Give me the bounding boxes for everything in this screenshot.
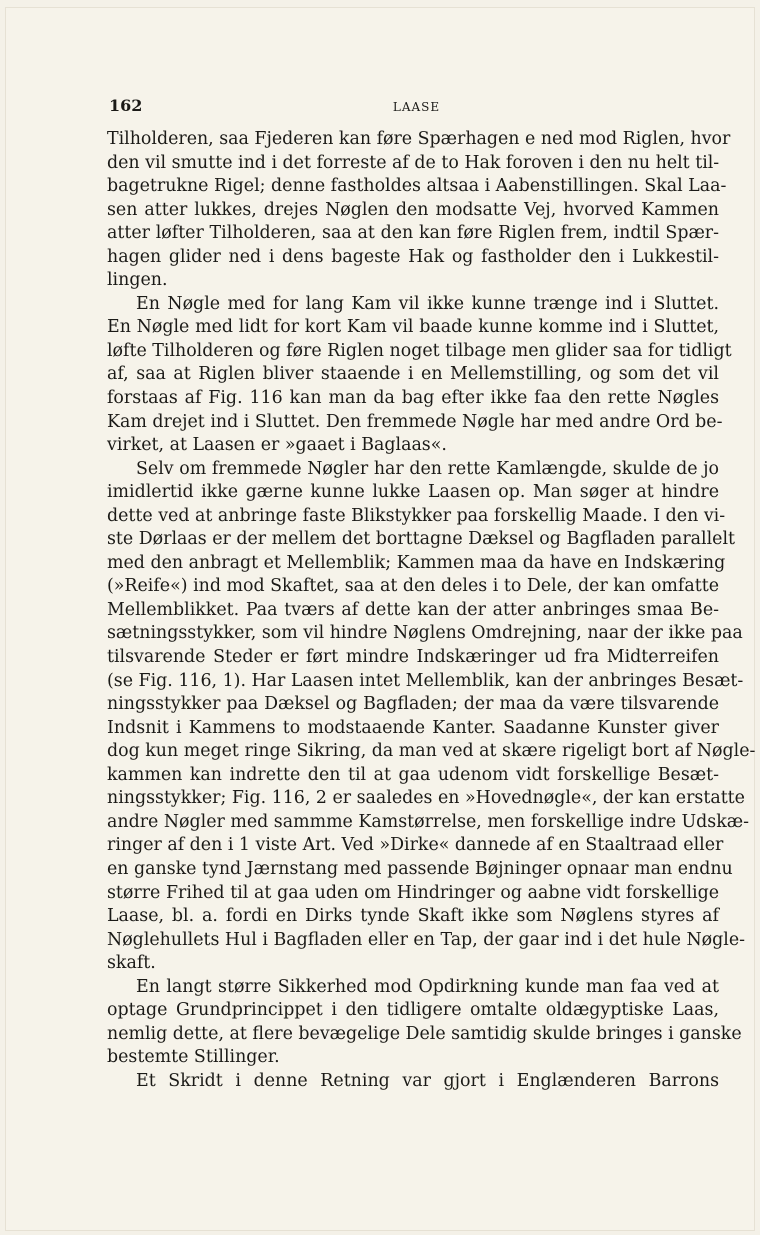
text-line: kammen kan indrette den til at gaa udenom vidt forskellige Besæt- — [107, 764, 719, 785]
text-line: Nøglehullets Hul i Bagfladen eller en Tap, der gaar ind i det hule Nøgle- — [107, 929, 746, 950]
text-line: optage Grundprincippet i den tidligere omtalte oldægyptiske Laas, — [107, 1000, 719, 1021]
text-line: ningsstykker paa Dæksel og Bagfladen; der maa da være tilsvarende — [107, 694, 719, 715]
text-line: Indsnit i Kammens to modstaaende Kanter. Saadanne Kunster giver — [107, 717, 719, 738]
text-line: tilsvarende Steder er ført mindre Indskæringer ud fra Midterreifen — [107, 647, 719, 668]
text-line: sætningsstykker, som vil hindre Nøglens Omdrejning, naar der ikke paa — [107, 623, 743, 644]
text-line: Et Skridt i denne Retning var gjort i Englænderen Barrons — [136, 1070, 719, 1091]
text-line: imidlertid ikke gærne kunne lukke Laasen op. Man søger at hindre — [107, 482, 719, 503]
text-line: en ganske tynd Jærnstang med passende Bøjninger opnaar man endnu — [107, 858, 733, 879]
text-line: større Frihed til at gaa uden om Hindringer og aabne vidt forskellige — [107, 882, 719, 903]
text-line: andre Nøgler med sammme Kamstørrelse, men forskellige indre Udskæ- — [107, 811, 749, 832]
page-header — [109, 96, 724, 118]
text-line: Tilholderen, saa Fjederen kan føre Spærhagen e ned mod Riglen, hvor — [107, 129, 731, 149]
text-line: Kam drejet ind i Sluttet. Den fremmede Nøgle har med andre Ord be- — [107, 411, 723, 432]
text-line: dette ved at anbringe faste Blikstykker paa forskellig Maade. I den vi- — [107, 505, 726, 526]
text-line: (»Reife«) ind mod Skaftet, saa at den deles i to Dele, der kan omfatte — [107, 576, 719, 597]
text-line: den vil smutte ind i det forreste af de to Hak foroven i den nu helt til- — [107, 152, 720, 173]
paragraph — [107, 1070, 719, 1094]
text-line: En Nøgle med for lang Kam vil ikke kunne trænge ind i Sluttet. — [136, 293, 719, 314]
text-line: Laase, bl. a. fordi en Dirks tynde Skaft ikke som Nøglens styres af — [107, 906, 719, 927]
text-line: Mellemblikket. Paa tværs af dette kan der atter anbringes smaa Be- — [107, 599, 719, 620]
text-line: løfte Tilholderen og føre Riglen noget tilbage men glider saa for tidligt — [107, 340, 732, 361]
text-line: dog kun meget ringe Sikring, da man ved at skære rigeligt bort af Nøgle- — [107, 741, 756, 762]
text-line: forstaas af Fig. 116 kan man da bag efter ikke faa den rette Nøgles — [107, 388, 719, 409]
text-line: skaft. — [107, 953, 156, 974]
paragraph — [107, 293, 732, 458]
text-line: bestemte Stillinger. — [107, 1047, 280, 1068]
text-line: med den anbragt et Mellemblik; Kammen maa da have en Indskæring — [107, 552, 726, 573]
text-line: Selv om fremmede Nøgler har den rette Kamlængde, skulde de jo — [136, 458, 719, 479]
text-line: hagen glider ned i dens bageste Hak og fastholder den i Lukkestil- — [107, 246, 719, 267]
body-text — [107, 128, 756, 1093]
text-line: sen atter lukkes, drejes Nøglen den modsatte Vej, hvorved Kammen — [107, 199, 719, 220]
page-number: 162 — [109, 96, 143, 115]
text-line: En Nøgle med lidt for kort Kam vil baade kunne komme ind i Sluttet, — [107, 317, 719, 338]
text-line: lingen. — [107, 270, 168, 291]
text-line: ste Dørlaas er der mellem det borttagne Dæksel og Bagfladen parallelt — [107, 529, 735, 550]
paragraph — [107, 458, 756, 976]
text-line: (se Fig. 116, 1). Har Laasen intet Mellemblik, kan der anbringes Besæt- — [107, 670, 744, 691]
text-line: ningsstykker; Fig. 116, 2 er saaledes en »Hovednøgle«, der kan erstatte — [107, 788, 745, 809]
text-line: ringer af den i 1 viste Art. Ved »Dirke« dannede af en Staaltraad eller — [107, 835, 724, 856]
text-line: En langt større Sikkerhed mod Opdirkning kunde man faa ved at — [136, 976, 719, 997]
running-head: LAASE — [392, 100, 441, 114]
text-line: nemlig dette, at flere bevægelige Dele samtidig skulde bringes i ganske — [107, 1023, 742, 1044]
text-line: atter løfter Tilholderen, saa at den kan føre Riglen frem, indtil Spær- — [107, 223, 719, 244]
text-line: virket, at Laasen er »gaaet i Baglaas«. — [107, 435, 447, 456]
paragraph — [107, 976, 742, 1070]
paragraph — [107, 128, 731, 293]
text-line: bagetrukne Rigel; denne fastholdes altsaa i Aabenstillingen. Skal Laa- — [107, 176, 727, 197]
text-line: af, saa at Riglen bliver staaende i en Mellemstilling, og som det vil — [107, 364, 719, 385]
